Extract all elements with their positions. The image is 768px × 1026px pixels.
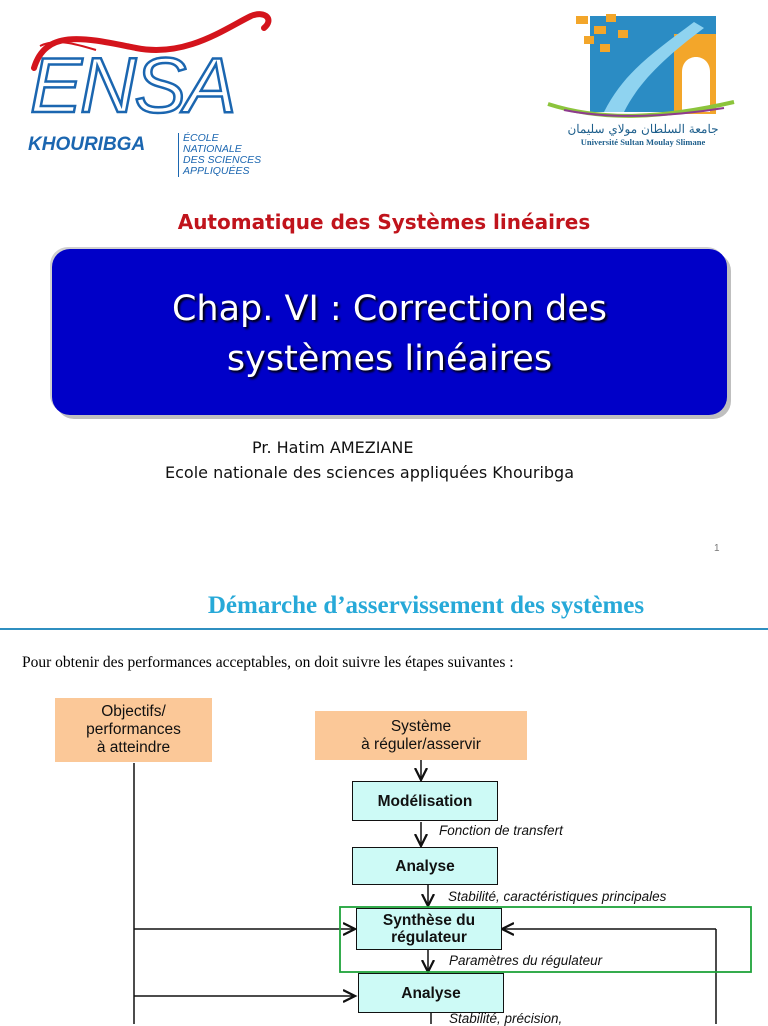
institution-name: Ecole nationale des sciences appliquées Khouribga xyxy=(165,463,575,482)
stability-label: Stabilité, caractéristiques principales xyxy=(448,889,667,904)
ensa-subtitle-line: NATIONALE xyxy=(183,143,242,155)
synthesis-line: Synthèse du xyxy=(382,912,476,929)
system-line: à réguler/asservir xyxy=(361,735,481,753)
slide2-intro: Pour obtenir des performances acceptables, on doit suivre les étapes suivantes : xyxy=(22,654,514,671)
synthesis-box xyxy=(356,908,502,950)
system-box xyxy=(315,711,527,760)
analyse-box-2: Analyse xyxy=(358,973,504,1013)
course-title: Automatique des Systèmes linéaires xyxy=(177,210,591,234)
objectives-line: performances xyxy=(86,721,181,738)
ensa-city: KHOURIBGA xyxy=(28,134,146,155)
stability-precision-label: Stabilité, précision, xyxy=(449,1011,563,1026)
synthesis-line: régulateur xyxy=(391,929,467,946)
page-number: 1 xyxy=(714,543,720,554)
university-french-name: Université Sultan Moulay Slimane xyxy=(580,137,706,147)
chapter-title-line: systèmes linéaires xyxy=(226,339,553,379)
ensa-wordmark: ENSA xyxy=(30,41,235,129)
ensa-subtitle-line: DES SCIENCES xyxy=(183,154,262,166)
analyse-box-1: Analyse xyxy=(352,847,498,885)
slide2-title: Démarche d’asservissement des systèmes xyxy=(207,592,645,619)
modelisation-box: Modélisation xyxy=(352,781,498,821)
chapter-title-line: Chap. VI : Correction des xyxy=(171,289,608,329)
system-line: Système xyxy=(390,717,452,735)
author-name: Pr. Hatim AMEZIANE xyxy=(252,438,414,457)
objectives-line: à atteindre xyxy=(96,739,171,756)
regulator-params-label: Paramètres du régulateur xyxy=(449,953,603,968)
ensa-subtitle-line: APPLIQUÉES xyxy=(183,165,250,177)
objectives-box xyxy=(55,698,212,762)
objectives-line: Objectifs/ xyxy=(101,703,166,720)
transfer-function-label: Fonction de transfert xyxy=(439,823,563,838)
university-arabic-name: جامعة السلطان مولاي سليمان xyxy=(567,122,719,136)
ensa-subtitle-line: ÉCOLE xyxy=(183,132,219,144)
